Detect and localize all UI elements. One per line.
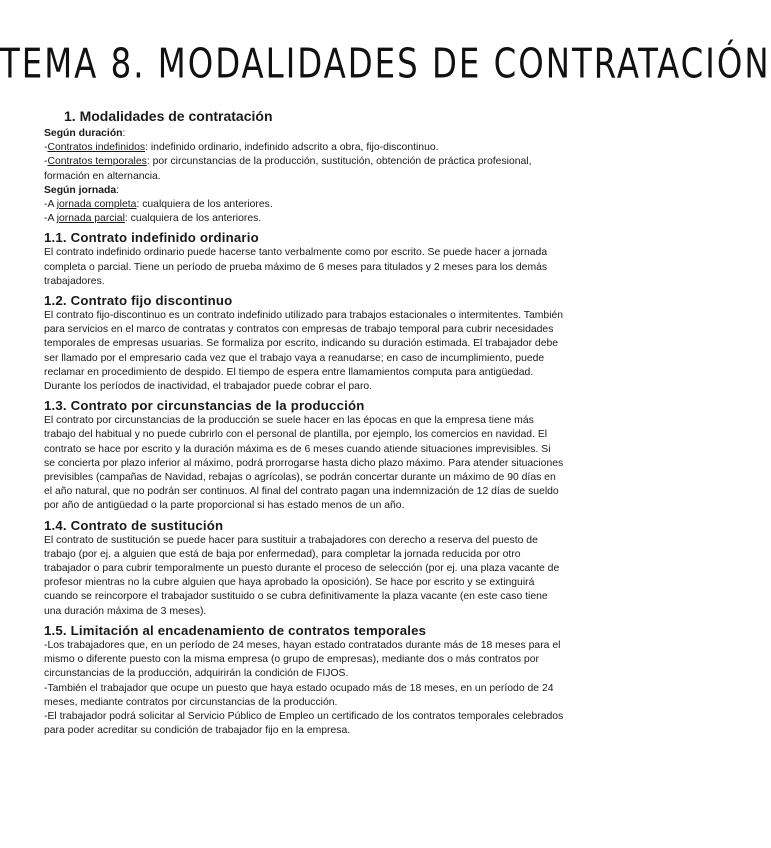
list-prefix: -A xyxy=(44,213,57,225)
paragraph: -El trabajador podrá solicitar al Servicio Público de Empleo un certificado de los contratos temporales celebrados para poder acreditar su condición de trabajador fijo en la empresa. xyxy=(44,710,564,737)
term-description: : cualquiera de los anteriores. xyxy=(136,199,273,211)
term: Contratos indefinidos xyxy=(47,142,146,154)
subsection-heading: 1.3. Contrato por circunstancias de la producción xyxy=(44,398,365,414)
paragraph: El contrato por circunstancias de la producción se suele hacer en las épocas en que la empresa tiene más trabajo del habitual y no puede cubrirlo con el personal de plantilla, por ejemplo, los comercios en navidad. El contrato se hace por escrito y la duración máxima es de 6 meses cuando atiende situaciones imprevisibles. Si se concierta por plazo inferior al máximo, podrá prorrogarse hasta dicho plazo máximo. Para atender situaciones previsibles (campañas de Navidad, rebajas o agrícolas), se podrán concertar durante un máximo de 90 días en el año natural, que no podrán ser continuos. Al final del contrato pagan una indemnización de 12 días de sueldo por año de antigüedad o la parte proporcional si has estado menos de un año. xyxy=(44,415,564,512)
document-body xyxy=(44,108,564,738)
term-description: : por circunstancias de la producción, sustitución, obtención de práctica profesional, formación en alternancia. xyxy=(44,156,532,182)
paragraph: -Los trabajadores que, en un período de 24 meses, hayan estado contratados durante más de 18 meses para el mismo o diferente puesto con la misma empresa (o grupo de empresas), mediante dos o más contratos por circunstancias de la producción, adquirirán la condición de FIJOS. xyxy=(44,639,561,680)
page-title: TEMA 8. MODALIDADES DE CONTRATACIÓN xyxy=(0,40,771,89)
duration-label: Según duración xyxy=(44,128,123,139)
jornada-label: Según jornada xyxy=(44,184,117,196)
list-item xyxy=(44,141,564,155)
term-description: : cualquiera de los anteriores. xyxy=(124,213,262,225)
list-prefix: - xyxy=(44,156,48,168)
term: Contratos temporales xyxy=(47,156,147,168)
duration-label-line: Según duración: xyxy=(44,128,126,139)
subsection-heading: 1.1. Contrato indefinido ordinario xyxy=(44,230,259,246)
list-prefix: -A xyxy=(44,199,57,211)
paragraph: El contrato fijo-discontinuo es un contrato indefinido utilizado para trabajos estacionales o intermitentes. También para servicios en el marco de contratas y contratos con empresas de trabajo temporal para cubrir necesidades temporales de empresas usuarias. Se formaliza por escrito, indicando su duración estimada. El trabajador debe ser llamado por el empresario cada vez que el trabajo vaya a reanudarse; en caso de incumplimiento, puede reclamar en procedimiento de despido. El tiempo de espera entre llamamientos computa para antigüedad. Durante los períodos de inactividad, el trabajador puede cobrar el paro. xyxy=(44,310,564,393)
term: jornada parcial xyxy=(56,213,125,225)
list-item xyxy=(44,155,564,183)
section-heading: 1. Modalidades de contratación xyxy=(64,108,273,124)
list-item xyxy=(44,198,564,212)
jornada-label-line: Según jornada: xyxy=(44,184,120,196)
paragraph: -También el trabajador que ocupe un puesto que haya estado ocupado más de 18 meses, en un período de 24 meses, mediante contratos por circunstancias de la producción. xyxy=(44,682,554,708)
subsection-heading: 1.4. Contrato de sustitución xyxy=(44,517,224,533)
term-description: : indefinido ordinario, indefinido adscrito a obra, fijo-discontinuo. xyxy=(145,142,439,154)
paragraph: El contrato de sustitución se puede hacer para sustituir a trabajadores con derecho a reserva del puesto de trabajo (por ej. a alguien que está de baja por enfermedad), para completar la jornada reducida por otro trabajador o para cubrir temporalmente un puesto durante el proceso de selección (por ej. una plaza vacante de profesor mientras no la cubre alguien que haya aprobado la oposición). Se hace por escrito y se extinguirá cuando se reincorpore el trabajador sustituido o se cubra definitivamente la plaza vacante (en este caso tiene una duración máxima de 3 meses). xyxy=(44,534,560,617)
list-prefix: - xyxy=(44,142,48,154)
subsection-heading: 1.2. Contrato fijo discontinuo xyxy=(44,293,233,309)
list-item xyxy=(44,212,564,226)
subsection-heading: 1.5. Limitación al encadenamiento de contratos temporales xyxy=(44,622,427,638)
paragraph: El contrato indefinido ordinario puede hacerse tanto verbalmente como por escrito. Se puede hacer a jornada completa o parcial. Tiene un período de prueba máximo de 6 meses para titulados y 2 meses para los demás trabajadores. xyxy=(44,247,548,287)
term: jornada completa xyxy=(56,199,137,211)
